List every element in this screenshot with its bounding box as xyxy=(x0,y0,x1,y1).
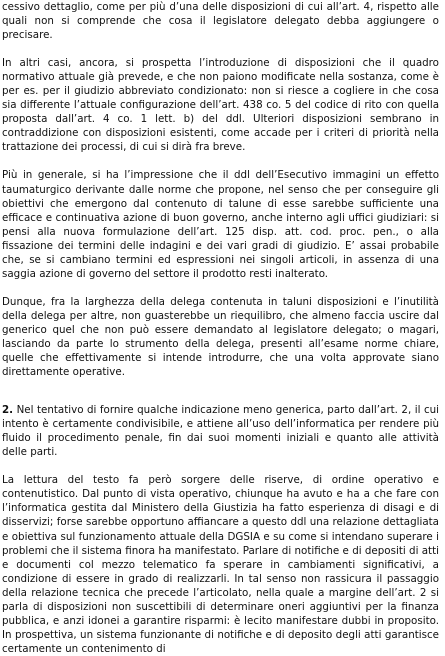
paragraph-spacer xyxy=(2,154,439,168)
paragraph-5-text: Nel tentativo di fornire qualche indicazione meno generica, parto dall’art. 2, il cui intento è certamente condivisibile, e attiene all’uso dell’informatica per rendere più fluido il procedimento penale, fin dai suoi momenti iniziali e quanto alle attività delle parti. xyxy=(2,404,439,459)
paragraph-1: cessivo dettaglio, come per più d’una delle disposizioni di cui all’art. 4, rispetto alle quali non si comprende che cosa il legislatore delegato debba aggiungere o precisare. xyxy=(2,1,439,42)
paragraph-3: Più in generale, si ha l’impressione che il ddl dell’Esecutivo immagini un effetto taumaturgico derivante dalle norme che propone, nel senso che per conseguire gli obiettivi che emergono dal contenuto di talune di esse sarebbe sufficiente una efficace e continuativa azione di buon governo, anche interno agli uffici giudiziari: si pensi alla nuova formulazione dell’art. 125 disp. att. cod. proc. pen., o alla fissazione dei termini delle indagini e dei vari gradi di giudizio. E’ assai probabile che, se si cambiano termini ed espressioni nei singoli articoli, in assenza di una saggia azione di governo del settore il prodotto resti inalterato. xyxy=(2,169,439,280)
paragraph-spacer xyxy=(2,459,439,473)
paragraph-6: La lettura del testo fa però sorgere delle riserve, di ordine operativo e contenutistico. Dal punto di vista operativo, chiunque ha avuto e ha a che fare con l’informatica gestita dal Ministero della Giustizia ha fatto esperienza di disagi e di disservizi; forse sarebbe opportuno affiancare a questo ddl una relazione dettagliata e obiettiva sul funzionamento attuale della DGSIA e su come si intendano superare i problemi che il sistema finora ha manifestato. Parlare di notifiche e di depositi di atti e documenti col mezzo telematico fa sperare in cambiamenti significativi, a condizione di essere in grado di realizzarli. In tal senso non rassicura il passaggio della relazione tecnica che precede l’articolato, nella quale a margine dell’art. 2 si parla di disposizioni non suscettibili di determinare oneri aggiuntivi per la finanza pubblica, e anzi idonei a garantire risparmi: è lecito manifestare dubbi in proposito. In prospettiva, un sistema funzionante di notifiche e di deposito degli atti garantisce certamente un contenimento di xyxy=(2,474,439,655)
document-page xyxy=(2,0,439,655)
paragraph-spacer xyxy=(2,281,439,295)
section-spacer xyxy=(2,379,439,403)
paragraph-5 xyxy=(2,403,439,459)
paragraph-4: Dunque, fra la larghezza della delega contenuta in taluni disposizioni e l’inutilità della delega per altre, non guasterebbe un riequilibro, che almeno faccia uscire dal generico quel che non può essere demandato al legislatore delegato; o magari, lasciando da parte lo strumento della delega, presenti all’esame norme chiare, quelle che effettivamente si intende introdurre, che una volta approvate siano direttamente operative. xyxy=(2,295,439,379)
paragraph-spacer xyxy=(2,42,439,56)
section-number: 2. xyxy=(2,404,14,417)
paragraph-2: In altri casi, ancora, si prospetta l’introduzione di disposizioni che il quadro normativo attuale già prevede, e che non paiono modificate nella sostanza, come è per es. per il giudizio abbreviato condizionato: non si riesce a cogliere in che cosa sia differente l’attuale configurazione dell’art. 438 co. 5 del codice di rito con quella proposta dall’art. 4 co. 1 lett. b) del ddl. Ulteriori disposizioni sembrano in contraddizione con disposizioni esistenti, come accade per i criteri di priorità nella trattazione dei processi, di cui si dirà fra breve. xyxy=(2,57,439,154)
